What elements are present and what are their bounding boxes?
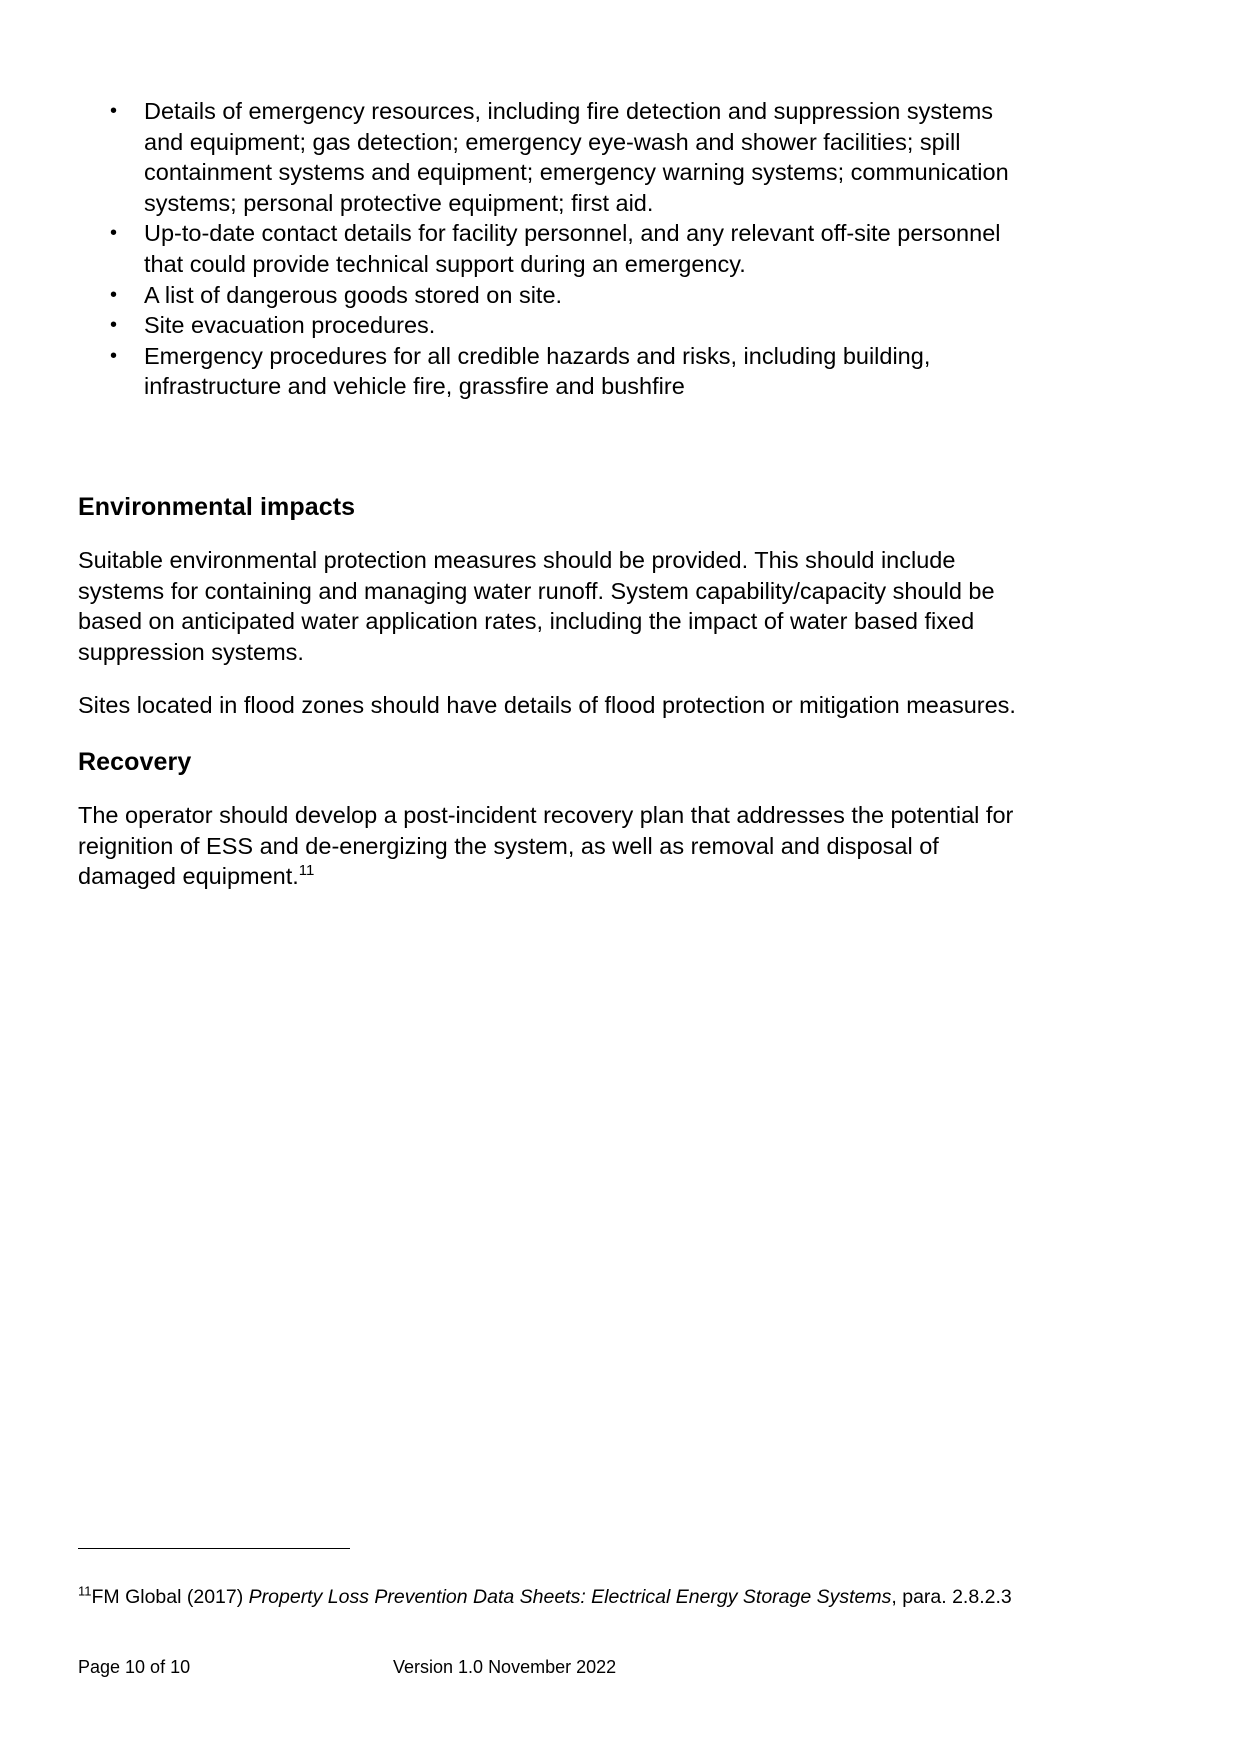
- bullet-icon: •: [110, 100, 118, 122]
- footnote-suffix: , para. 2.8.2.3: [891, 1586, 1012, 1608]
- section-heading-environmental-impacts: Environmental impacts: [78, 492, 356, 521]
- list-item-text: A list of dangerous goods stored on site.: [144, 281, 563, 308]
- spacer: [78, 522, 1033, 545]
- list-item: [78, 310, 1033, 341]
- footnote-prefix: FM Global (2017): [91, 1586, 249, 1608]
- list-item: [78, 341, 1033, 402]
- spacer: [78, 721, 1033, 747]
- bullet-icon: •: [110, 222, 118, 245]
- spacer: [78, 402, 1033, 492]
- emergency-plan-bullet-list: [78, 96, 1033, 402]
- paragraph-recovery-text: The operator should develop a post-incident recovery plan that addresses the potential for reignition of ESS and de-energizing the system, as well as removal and disposal of damaged equipment.: [78, 801, 1014, 890]
- footnote-title: Property Loss Prevention Data Sheets: Electrical Energy Storage Systems: [248, 1586, 892, 1608]
- list-item-text: Up-to-date contact details for facility personnel, and any relevant off-site personnel that could provide technical support during an emergency.: [144, 220, 1001, 277]
- paragraph-recovery-plan: [78, 800, 1033, 892]
- footnote-separator-rule: [78, 1548, 350, 1549]
- paragraph-flood-zones: Sites located in flood zones should have details of flood protection or mitigation measures.: [78, 692, 1016, 719]
- list-item-text: Site evacuation procedures.: [144, 312, 436, 339]
- list-item-text: Details of emergency resources, including fire detection and suppression systems and equipment; gas detection; emergency eye-wash and shower facilities; spill containment systems and equipment; emergency warning systems; communication systems; personal protective equipment; first aid.: [144, 98, 1009, 216]
- bullet-icon: •: [110, 314, 118, 337]
- page-number-label: Page 10 of 10: [78, 1657, 191, 1677]
- spacer: [78, 667, 1033, 690]
- version-label: Version 1.0 November 2022: [393, 1657, 617, 1677]
- list-item: [78, 96, 1033, 218]
- footnote-reference-marker[interactable]: 11: [298, 862, 315, 880]
- bullet-icon: •: [110, 344, 118, 367]
- list-item: [78, 218, 1033, 279]
- list-item: [78, 280, 1033, 311]
- spacer: [78, 777, 1033, 800]
- footnote-area: [78, 1548, 1038, 1610]
- list-item-text: Emergency procedures for all credible hazards and risks, including building, infrastructure and vehicle fire, grassfire and bushfire: [144, 342, 931, 400]
- paragraph-environmental-measures: Suitable environmental protection measures should be provided. This should include systems for containing and managing water runoff. System capability/capacity should be based on anticipated water application rates, including the impact of water based fixed suppression systems.: [78, 546, 995, 665]
- bullet-icon: •: [110, 283, 118, 306]
- footnote-entry: [78, 1585, 1038, 1610]
- footnote-marker: 11: [78, 1583, 92, 1599]
- page-content: [78, 96, 1033, 892]
- section-heading-recovery: Recovery: [78, 747, 192, 776]
